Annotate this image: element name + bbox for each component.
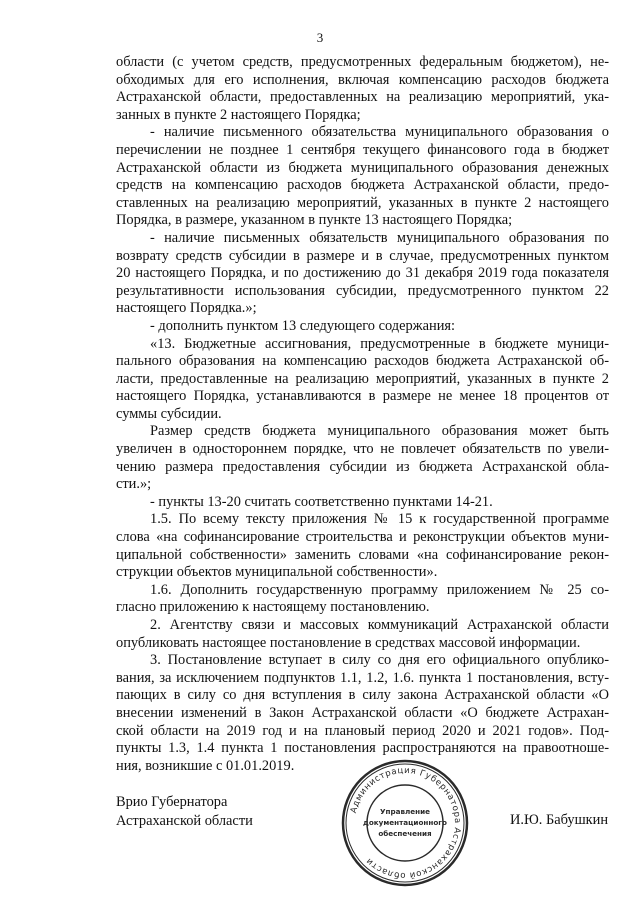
page-number: 3: [316, 30, 324, 45]
text-line: 1.6. Дополнить государственную программу приложением № 25 со-: [150, 581, 609, 598]
signer-name: И.Ю. Бабушкин: [510, 812, 609, 828]
text-line: чению размера предоставления субсидии из бюджета Астраханской обла-: [116, 458, 609, 475]
text-line: ласти, предоставленные на реализацию мероприятий, указанных в пункте 2: [116, 370, 609, 387]
text-line: занных в пункте 2 настоящего Порядка;: [116, 106, 361, 123]
text-line: гласно приложению к настоящему постановлению.: [116, 599, 430, 616]
signer-title: [116, 793, 253, 831]
stamp-center-line: обеспечения: [378, 829, 432, 838]
text-line: возврату средств субсидии в размере и в случае, предусмотренных пунктом: [116, 247, 609, 264]
text-line: обходимых для его исполнения, включая компенсацию расходов бюджета: [116, 71, 609, 88]
document-body: [116, 54, 609, 775]
signer-region: Астраханской области: [116, 813, 253, 829]
text-line: ставленных на реализацию мероприятий, указанных в пункте 2 настоящего: [116, 194, 609, 211]
text-line: «13. Бюджетные ассигнования, предусмотренные в бюджете муници-: [150, 335, 609, 352]
official-stamp: [340, 758, 470, 888]
text-line: Размер средств бюджета муниципального образования может быть: [150, 423, 609, 440]
text-line: - пункты 13-20 считать соответственно пунктами 14-21.: [150, 493, 493, 510]
text-line: слова «на софинансирование строительства и реконструкции объектов муни-: [116, 529, 609, 546]
text-line: области (с учетом средств, предусмотренных федеральным бюджетом), не-: [116, 54, 609, 70]
text-line: пального образования на компенсацию расходов бюджета Астраханской об-: [116, 353, 609, 370]
text-line: струкции объектов муниципальной собственности».: [116, 564, 438, 581]
text-line: сти.»;: [116, 476, 152, 493]
text-line: перечислении не позднее 1 сентября текущего финансового года в бюджет: [116, 141, 609, 158]
text-line: Астраханской области из бюджета муниципального образования денежных: [116, 159, 609, 176]
text-line: Порядка, в размере, указанном в пункте 13 настоящего Порядка;: [116, 212, 513, 229]
text-line: вания, за исключением подпунктов 1.1, 1.2, 1.6. пункта 1 постановления, всту-: [116, 669, 609, 686]
text-line: - наличие письменных обязательств муниципального образования по: [150, 229, 609, 246]
text-line: настоящего Порядка, устанавливаются в размере не менее 18 процентов от: [116, 388, 609, 405]
text-line: опубликовать настоящее постановление в средствах массовой информации.: [116, 634, 581, 651]
text-line: 1.5. По всему тексту приложения № 15 к государственной программе: [150, 511, 609, 528]
text-line: 3. Постановление вступает в силу со дня его официального опублико-: [150, 652, 609, 669]
text-line: 2. Агентству связи и массовых коммуникаций Астраханской области: [150, 617, 609, 633]
text-line: результативности использования субсидии, предусмотренного пунктом 22: [116, 282, 609, 299]
text-line: ния, возникшие с 01.01.2019.: [116, 757, 295, 774]
text-line: - наличие письменного обязательства муниципального образования о: [150, 124, 609, 141]
text-line: суммы субсидии.: [116, 405, 222, 422]
signer-position: Врио Губернатора: [116, 794, 228, 810]
text-line: ципальной собственности» заменить словами «на софинансирование рекон-: [116, 546, 609, 563]
text-line: внесении изменений в Закон Астраханской области «О бюджете Астрахан-: [116, 704, 609, 721]
text-line: 20 настоящего Порядка, и по достижению до 31 декабря 2019 года показателя: [116, 265, 609, 282]
text-line: средств на компенсацию расходов бюджета Астраханской области, предо-: [116, 177, 609, 194]
text-line: пункты 1.3, 1.4 пункта 1 постановления распространяются на правоотноше-: [116, 740, 609, 757]
text-line: увеличен в одностороннем порядке, что не повлечет обязательств по увели-: [116, 441, 609, 458]
text-line: - дополнить пунктом 13 следующего содержания:: [150, 317, 456, 334]
text-line: Астраханской области, предоставленных на реализацию мероприятий, ука-: [116, 89, 609, 106]
text-line: ской области на 2019 год и на плановый период 2020 и 2021 годов». Под-: [116, 722, 609, 739]
stamp-center-line: Управление: [379, 807, 431, 816]
stamp-center-line: документационного: [363, 818, 447, 827]
text-line: настоящего Порядка.»;: [116, 300, 257, 317]
stamp-ring-text: Администрация Губернатора Астраханской области: [348, 765, 463, 881]
text-line: пающих в силу со дня вступления в силу закона Астраханской области «О: [116, 687, 609, 704]
